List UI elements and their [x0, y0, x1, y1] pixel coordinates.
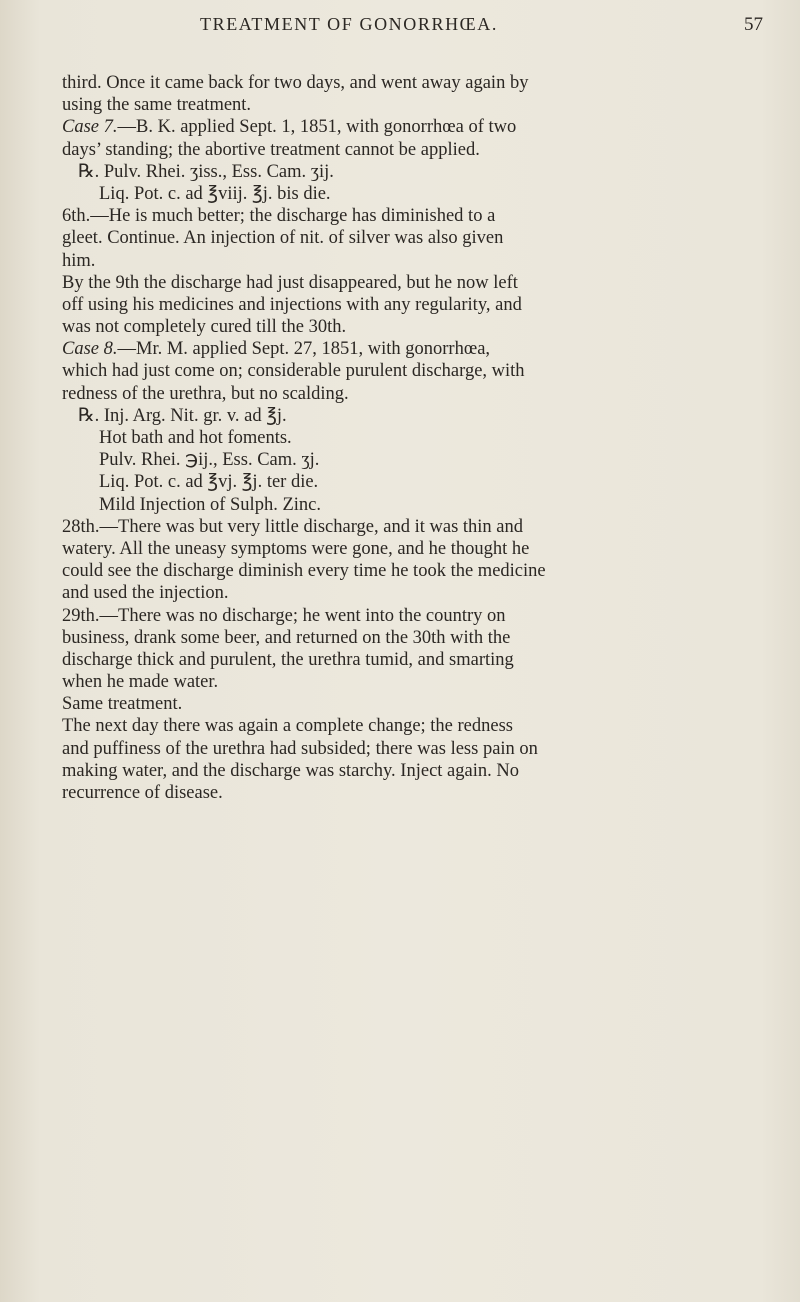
- line-text: days’ standing; the abortive treatment cannot be applied.: [62, 139, 480, 160]
- line-text: watery. All the uneasy symptoms were gone, and he thought he: [62, 538, 530, 559]
- line-text: and puffiness of the urethra had subsided; there was less pain on: [62, 738, 538, 759]
- line-text: Mild Injection of Sulph. Zinc.: [99, 494, 321, 515]
- line-text: 6th.—He is much better; the discharge has diminished to a: [62, 206, 496, 227]
- text-line: [62, 671, 752, 693]
- running-title: TREATMENT OF GONORRHŒA.: [200, 14, 498, 34]
- text-line: [62, 72, 752, 94]
- line-text: Pulv. Rhei. ℈ij., Ess. Cam. ʒj.: [99, 450, 320, 471]
- line-text: Liq. Pot. c. ad ℥viij. ℥j. bis die.: [99, 183, 331, 204]
- text-line: [62, 405, 752, 427]
- line-text: using the same treatment.: [62, 95, 252, 116]
- line-text: discharge thick and purulent, the urethra tumid, and smarting: [62, 649, 514, 670]
- line-text: and used the injection.: [62, 583, 229, 604]
- case-heading: Case 8.: [62, 339, 118, 360]
- text-line: [62, 250, 752, 272]
- line-text: Hot bath and hot foments.: [99, 428, 292, 448]
- text-line: [62, 715, 752, 737]
- text-line: [62, 560, 752, 582]
- line-text: which had just come on; considerable purulent discharge, with: [62, 361, 525, 382]
- page-number: 57: [744, 14, 763, 35]
- text-line: [62, 205, 752, 227]
- text-line: [62, 449, 752, 471]
- line-text: By the 9th the discharge had just disappeared, but he now left: [62, 272, 518, 293]
- text-line: [62, 139, 752, 161]
- text-line: [62, 782, 752, 804]
- text-line: [62, 738, 752, 760]
- line-text: recurrence of disease.: [62, 783, 223, 803]
- running-header: [0, 10, 800, 40]
- line-text: third. Once it came back for two days, and went away again by: [62, 73, 529, 93]
- line-text: when he made water.: [62, 672, 219, 693]
- text-line: [62, 649, 752, 671]
- text-line: [62, 516, 752, 538]
- line-text: —Mr. M. applied Sept. 27, 1851, with gonorrhœa,: [117, 339, 491, 360]
- text-line: [62, 338, 752, 360]
- line-text: business, drank some beer, and returned on the 30th with the: [62, 627, 511, 648]
- text-line: [62, 360, 752, 382]
- body-text: [62, 72, 752, 804]
- text-line: [62, 294, 752, 316]
- line-text: Liq. Pot. c. ad ℥vj. ℥j. ter die.: [99, 472, 319, 493]
- line-text: gleet. Continue. An injection of nit. of silver was also given: [62, 228, 504, 249]
- line-text: 29th.—There was no discharge; he went into the country on: [62, 605, 506, 626]
- line-text: was not completely cured till the 30th.: [62, 317, 347, 338]
- line-text: redness of the urethra, but no scalding.: [62, 383, 349, 404]
- text-line: [62, 627, 752, 649]
- text-line: [62, 760, 752, 782]
- text-line: [62, 471, 752, 493]
- line-text: him.: [62, 250, 96, 271]
- text-line: [62, 538, 752, 560]
- line-text: ℞. Pulv. Rhei. ʒiss., Ess. Cam. ʒij.: [78, 161, 334, 182]
- text-line: [62, 605, 752, 627]
- text-line: [62, 693, 752, 715]
- line-text: Same treatment.: [62, 694, 183, 715]
- line-text: The next day there was again a complete change; the redness: [62, 716, 514, 737]
- line-text: 28th.—There was but very little discharge, and it was thin and: [62, 516, 524, 537]
- line-text: could see the discharge diminish every time he took the medicine: [62, 561, 546, 582]
- text-line: [62, 427, 752, 449]
- line-text: ℞. Inj. Arg. Nit. gr. v. ad ℥j.: [78, 405, 287, 426]
- text-line: [62, 227, 752, 249]
- line-text: off using his medicines and injections with any regularity, and: [62, 294, 522, 315]
- text-line: [62, 161, 752, 183]
- text-line: [62, 582, 752, 604]
- text-line: [62, 183, 752, 205]
- text-line: [62, 383, 752, 405]
- line-text: —B. K. applied Sept. 1, 1851, with gonorrhœa of two: [117, 117, 517, 138]
- line-text: making water, and the discharge was starchy. Inject again. No: [62, 760, 519, 781]
- text-line: [62, 116, 752, 138]
- text-line: [62, 272, 752, 294]
- text-line: [62, 494, 752, 516]
- case-heading: Case 7.: [62, 117, 118, 138]
- text-line: [62, 94, 752, 116]
- text-line: [62, 316, 752, 338]
